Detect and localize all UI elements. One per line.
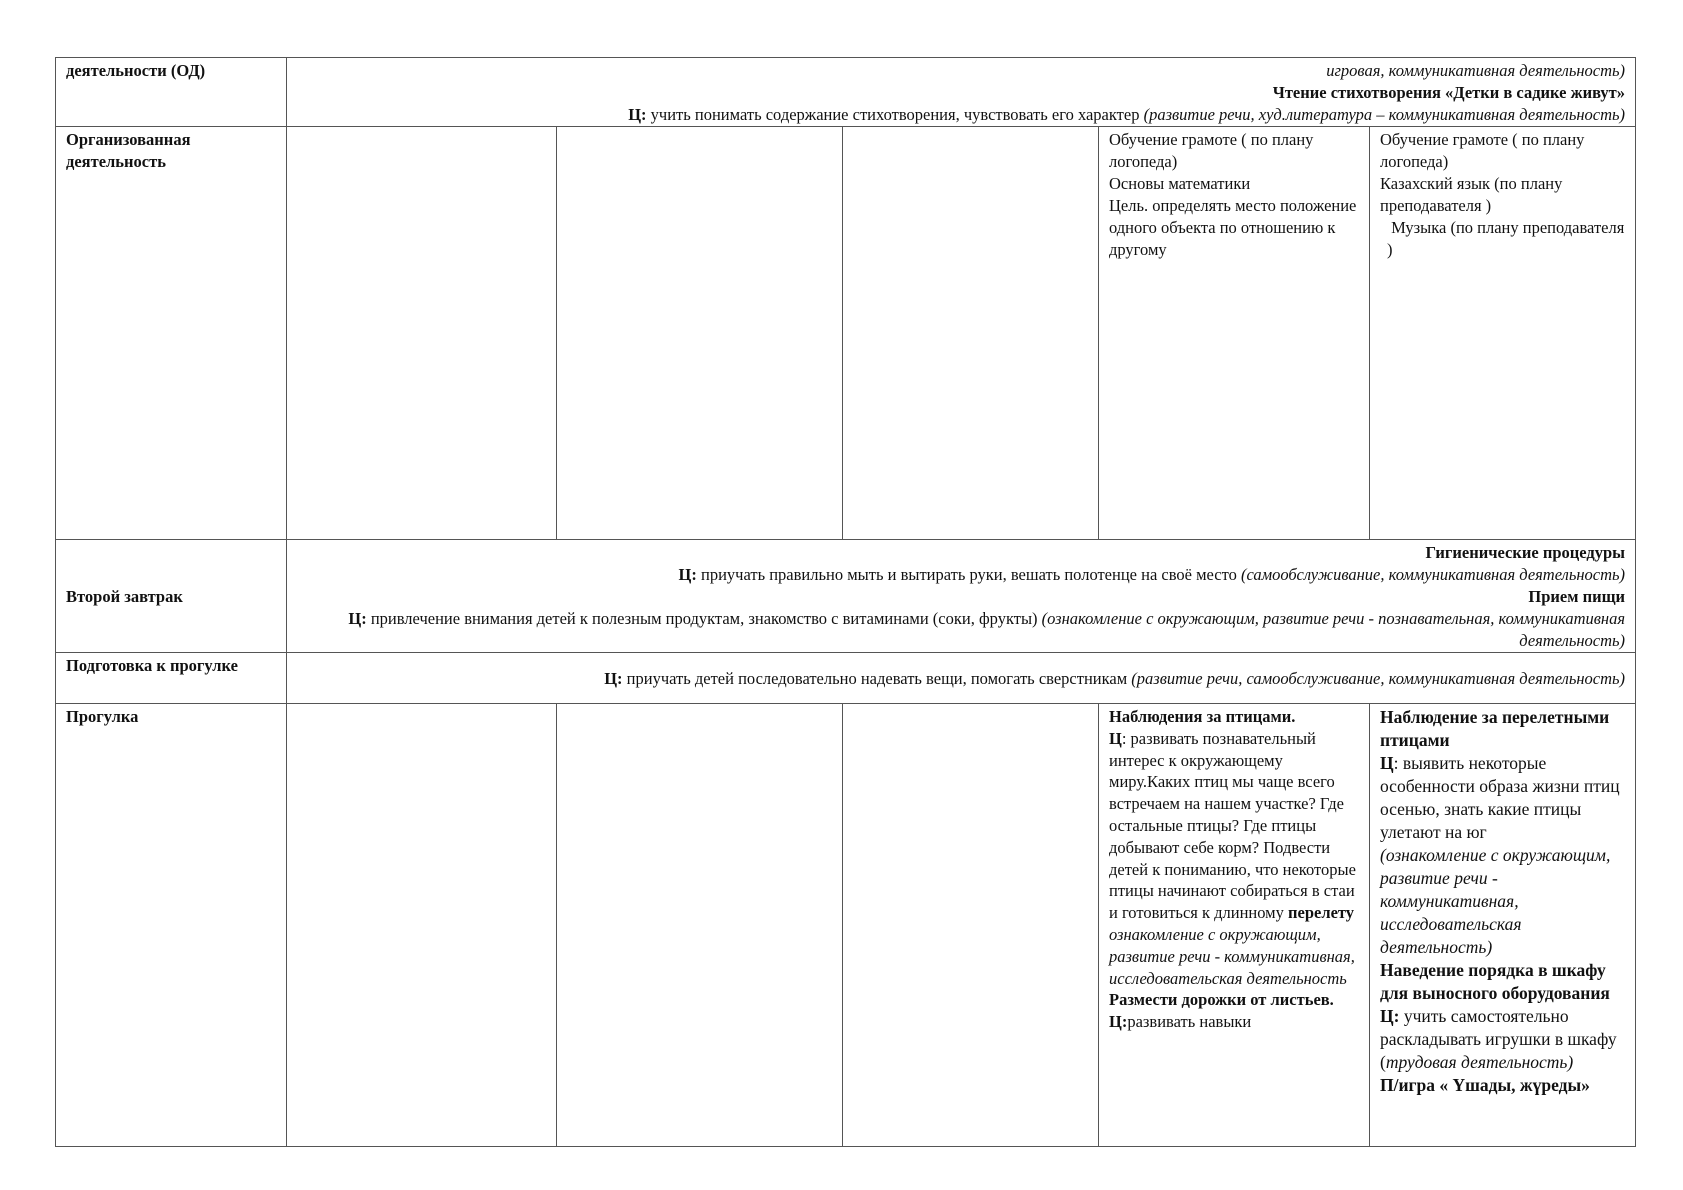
od-goal-area: (развитие речи, худ.литература – коммуникативная деятельность) [1143,105,1626,124]
org-cell-4 [1099,127,1370,540]
goal-label: Ц [1109,728,1122,748]
row-label: Подготовка к прогулке [56,653,287,704]
cell-empty [287,127,557,540]
walk-game: П/игра « Үшады, жүреды» [1380,1075,1590,1095]
od-line1: игровая, коммуникативная деятельность) [1326,61,1626,80]
row-breakfast [56,540,1636,653]
walk-observation-title: Наблюдение за перелетными птицами [1380,707,1610,750]
row-organized [56,127,1636,540]
od-reading-title: Чтение стихотворения «Детки в садике живут» [1272,83,1626,102]
row-label: Организованная деятельность [56,127,287,540]
org-item: Обучение грамоте ( по плану логопеда) [1380,130,1585,171]
meal-title: Прием пищи [1528,587,1626,606]
meal-area: (ознакомление с окружающим, развитие речи - познавательная, коммуникативная деятельность) [1041,609,1626,650]
breakfast-content [287,540,1636,653]
goal-label: Ц: [1109,1012,1128,1032]
row-label: деятельности (ОД) [56,58,287,127]
hygiene-area: (самообслуживание, коммуникативная деятельность) [1240,565,1626,584]
row-walk-prep [56,653,1636,704]
org-item: Обучение грамоте ( по плану логопеда) [1109,130,1314,171]
walk-cell-4 [1099,704,1370,1147]
walk-task-area: трудовая деятельность) [1385,1052,1574,1072]
row-label: Прогулка [56,704,287,1147]
cell-empty [843,704,1099,1147]
cell-empty [557,704,843,1147]
row-od [56,58,1636,127]
prep-area: (развитие речи, самообслуживание, коммуникативная деятельность) [1131,669,1626,688]
walk-observation-area: ознакомление с окружающим, развитие речи - коммуникативная, исследовательская деятельность [1109,924,1355,988]
org-item: Основы математики [1109,174,1251,193]
prep-goal: приучать детей последовательно надевать вещи, помогать сверстникам [622,669,1132,688]
od-content [287,58,1636,127]
hygiene-title: Гигиенические процедуры [1425,543,1626,562]
plan-table [55,57,1636,1147]
meal-goal: привлечение внимания детей к полезным продуктам, знакомство с витаминами (соки, фрукты) [366,609,1042,628]
goal-label: Ц: [678,565,697,584]
cell-empty [843,127,1099,540]
walk-task-text: учить самостоятельно раскладывать игрушки в шкафу [1380,1006,1617,1049]
walk-observation-title: Наблюдения за птицами. [1109,707,1296,726]
org-item: Музыка (по плану преподавателя ) [1387,218,1629,259]
walk-observation-area: (ознакомление с окружающим, развитие речи - коммуникативная, исследовательская деятельность) [1380,845,1611,957]
walk-observation-text-bold: перелету [1288,903,1355,923]
hygiene-goal: приучать правильно мыть и вытирать руки, вешать полотенце на своё место [696,565,1241,584]
row-label: Второй завтрак [56,540,287,653]
goal-label: Ц: [604,669,623,688]
walk-observation-text: : выявить некоторые особенности образа жизни птиц осенью, знать какие птицы улетают на юг [1380,753,1620,842]
row-walk [56,704,1636,1147]
org-item: Казахский язык (по плану преподавателя ) [1380,174,1563,215]
walk-observation-text: : развивать познавательный интерес к окружающему миру.Каких птиц мы чаще всего встречаем на нашем участке? Где остальные птицы? Где птицы добывают себе корм? Подвести детей к пониманию, что некоторые птицы начинают собираться в стаи и готовиться к длинному [1109,728,1356,923]
od-goal-text: учить понимать содержание стихотворения, чувствовать его характер [646,105,1144,124]
prep-content [287,653,1636,704]
goal-label: Ц: [348,609,367,628]
walk-task-text: развивать навыки [1127,1012,1252,1032]
org-cell-5 [1370,127,1636,540]
goal-label: Ц: [1380,1006,1400,1026]
goal-label: Ц: [628,105,647,124]
walk-task-title: Наведение порядка в шкафу для выносного оборудования [1380,960,1610,1003]
org-item: Цель. определять место положение одного объекта по отношению к другому [1109,196,1357,259]
goal-label: Ц [1380,753,1394,773]
paren: ( [1380,1052,1386,1072]
walk-cell-5 [1370,704,1636,1147]
cell-empty [287,704,557,1147]
cell-empty [557,127,843,540]
walk-task-title: Размести дорожки от листьев. [1109,990,1334,1010]
